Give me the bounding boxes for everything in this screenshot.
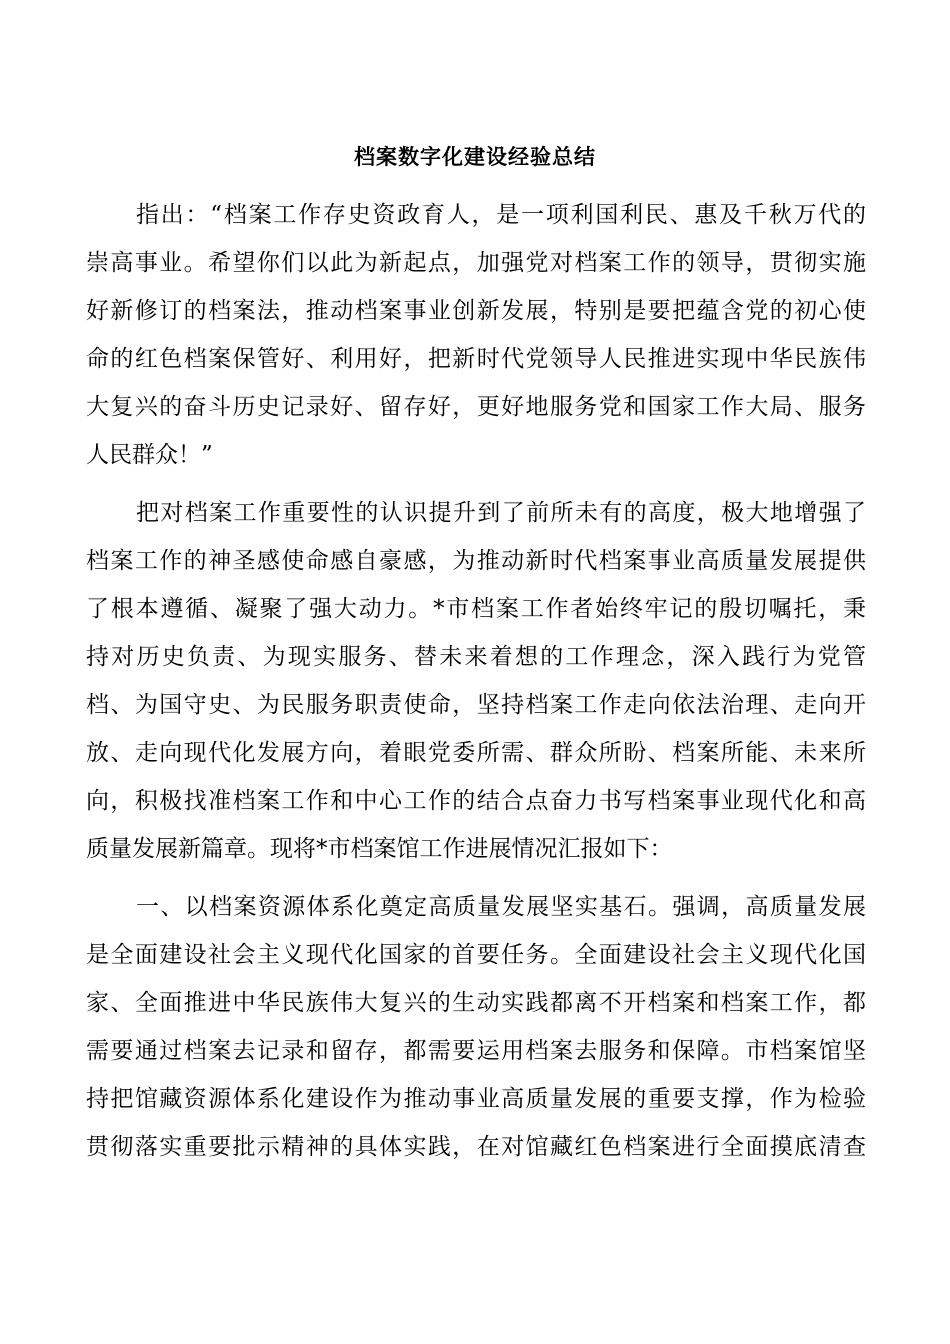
text-line: 档、为国守史、为民服务职责使命，坚持档案工作走向依法治理、走向开 [86,692,866,718]
paragraph-gap [86,873,866,883]
paragraph-intro [86,489,866,873]
text-line: 人民群众！” [86,442,213,468]
text-line: 贯彻落实重要批示精神的具体实践，在对馆藏红色档案进行全面摸底清查 [86,1134,866,1160]
text-line: 好新修订的档案法，推动档案事业创新发展，特别是要把蕴含党的初心使 [86,298,866,324]
text-line: 放、走向现代化发展方向，着眼党委所需、群众所盼、档案所能、未来所 [86,740,866,766]
document-body [86,191,866,1171]
text-line: 是全面建设社会主义现代化国家的首要任务。全面建设社会主义现代化国 [86,942,866,968]
text-line: 质量发展新篇章。现将*市档案馆工作进展情况汇报如下： [86,836,673,862]
text-line: 大复兴的奋斗历史记录好、留存好，更好地服务党和国家工作大局、服务 [86,394,866,420]
text-line: 家、全面推进中华民族伟大复兴的生动实践都离不开档案和档案工作，都 [86,990,866,1016]
paragraph-section-one [86,883,866,1171]
text-line: 崇高事业。希望你们以此为新起点，加强党对档案工作的领导，贯彻实施 [86,250,866,276]
text-line: 指出：“档案工作存史资政育人，是一项利国利民、惠及千秋万代的 [136,202,866,228]
text-line: 向，积极找准档案工作和中心工作的结合点奋力书写档案事业现代化和高 [86,788,866,814]
text-line: 持对历史负责、为现实服务、替未来着想的工作理念，深入践行为党管 [86,644,866,670]
text-line: 命的红色档案保管好、利用好，把新时代党领导人民推进实现中华民族伟 [86,346,866,372]
text-line: 持把馆藏资源体系化建设作为推动事业高质量发展的重要支撑，作为检验 [86,1086,866,1112]
text-line: 了根本遵循、凝聚了强大动力。*市档案工作者始终牢记的殷切嘱托，秉 [86,596,866,622]
text-line: 需要通过档案去记录和留存，都需要运用档案去服务和保障。市档案馆坚 [86,1038,866,1064]
document-title: 档案数字化建设经验总结 [354,145,596,169]
paragraph-quote [86,191,866,479]
text-line: 把对档案工作重要性的认识提升到了前所未有的高度，极大地增强了 [136,500,866,526]
text-line: 档案工作的神圣感使命感自豪感，为推动新时代档案事业高质量发展提供 [86,548,866,574]
paragraph-gap [86,479,866,489]
text-line: 一、以档案资源体系化奠定高质量发展坚实基石。强调，高质量发展 [136,894,866,920]
